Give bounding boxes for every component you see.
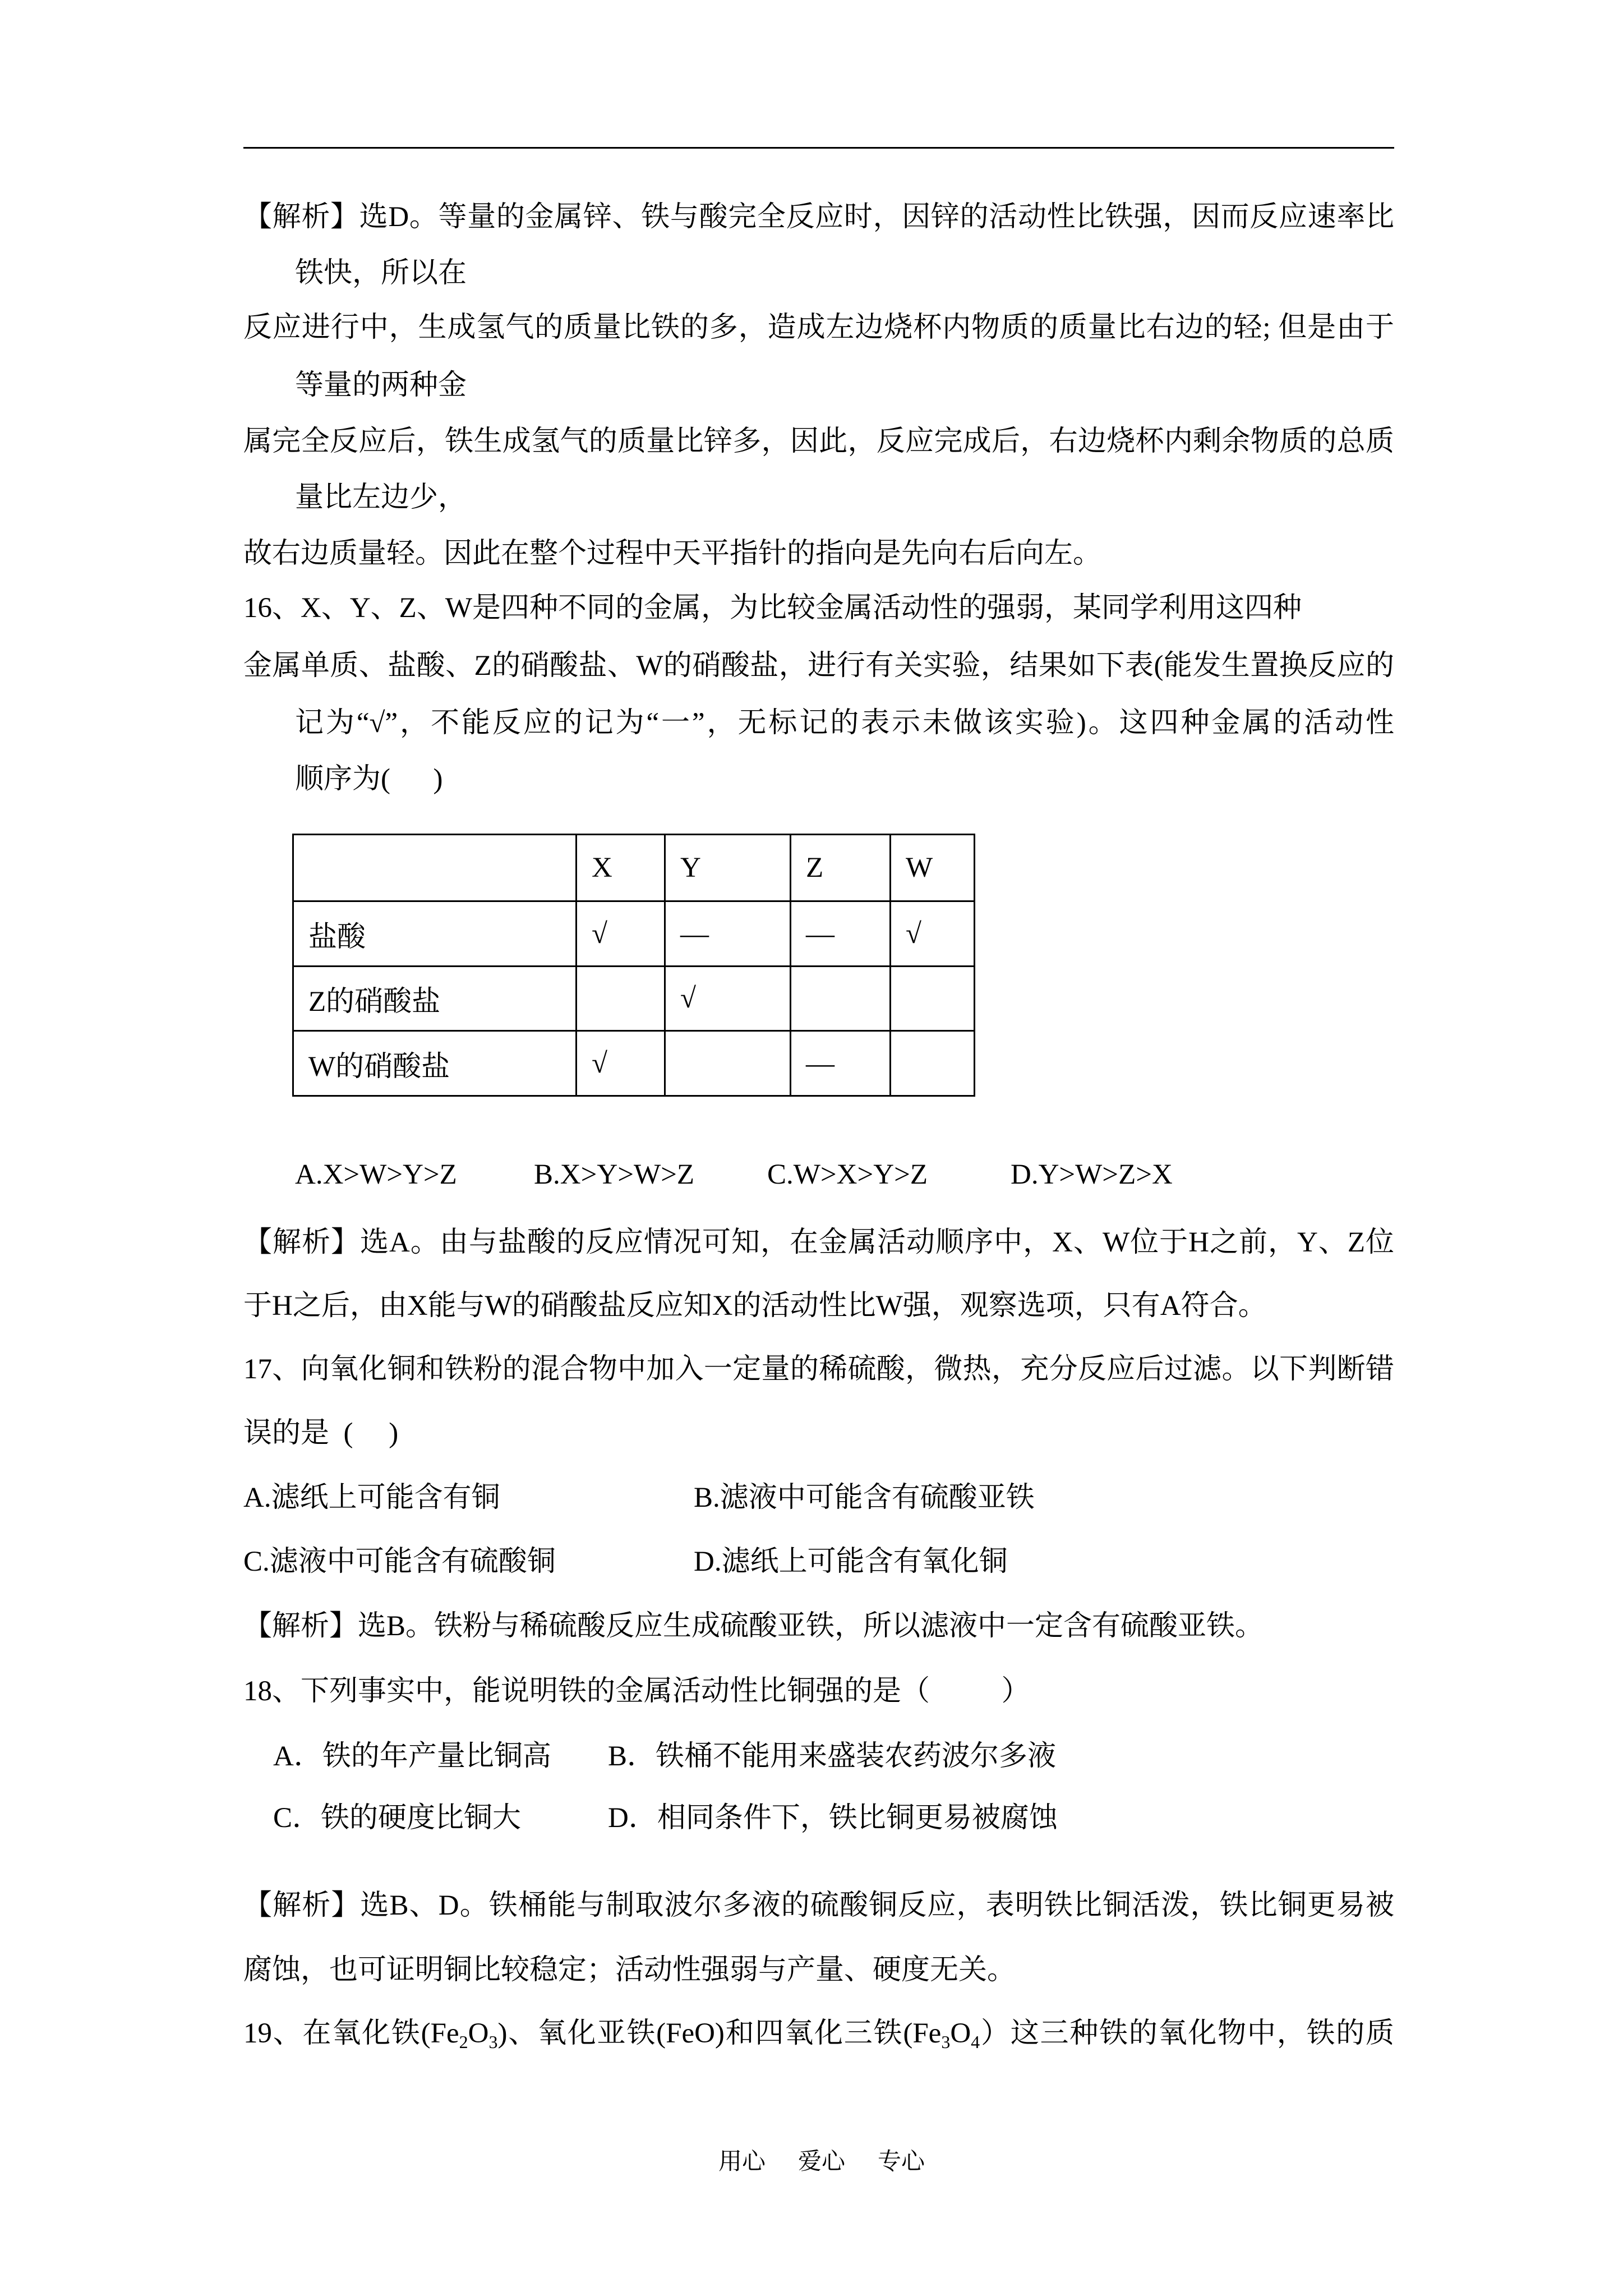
q15-analysis-line: 反应进行中，生成氢气的质量比铁的多，造成左边烧杯内物质的质量比右边的轻; 但是由于 xyxy=(243,312,1394,343)
formula-subscript: 3 xyxy=(488,2032,498,2052)
row-label: 盐酸 xyxy=(293,901,577,967)
q19-stem-text: O xyxy=(950,2018,971,2049)
result-cell: √ xyxy=(577,901,665,967)
row-label: Z的硝酸盐 xyxy=(293,967,577,1031)
q18-option-d: D．相同条件下，铁比铜更易被腐蚀 xyxy=(608,1802,1058,1834)
q16-option-d: D.Y>W>Z>X xyxy=(1011,1159,1173,1190)
q18-option-c: C．铁的硬度比铜大 xyxy=(273,1802,522,1834)
q15-analysis-line: 量比左边少， xyxy=(295,482,467,513)
result-cell: — xyxy=(791,1031,891,1096)
q19-stem-text: )、氧化亚铁(FeO)和四氧化三铁(Fe xyxy=(497,2018,942,2049)
q16-option-c: C.W>X>Y>Z xyxy=(767,1159,928,1190)
q15-analysis-line: 属完全反应后，铁生成氢气的质量比锌多，因此，反应完成后，右边烧杯内剩余物质的总质 xyxy=(243,426,1394,457)
q18-option-a: A．铁的年产量比铜高 xyxy=(273,1741,551,1772)
column-header: Y xyxy=(665,835,791,901)
q15-analysis-line: 等量的两种金 xyxy=(295,370,467,401)
q16-stem-line: 金属单质、盐酸、Z的硝酸盐、W的硝酸盐，进行有关实验，结果如下表(能发生置换反应的 xyxy=(243,650,1394,682)
q16-analysis-line: 于H之后，由X能与W的硝酸盐反应知X的活动性比W强，观察选项，只有A符合。 xyxy=(243,1290,1267,1322)
result-cell xyxy=(891,967,975,1031)
header-rule xyxy=(243,147,1394,149)
q19-stem-line xyxy=(243,2017,1394,2050)
result-cell: √ xyxy=(665,967,791,1031)
footer-text: 专心 xyxy=(878,2149,925,2175)
q17-option-d: D.滤纸上可能含有氧化铜 xyxy=(694,1546,1008,1577)
q16-stem-line: 记为“√”，不能反应的记为“一”，无标记的表示未做该实验)。这四种金属的活动性 xyxy=(295,707,1394,739)
result-cell: — xyxy=(665,901,791,967)
q15-analysis-line: 【解析】选D。等量的金属锌、铁与酸完全反应时，因锌的活动性比铁强，因而反应速率比 xyxy=(243,201,1394,233)
q18-analysis-line: 【解析】选B、D。铁桶能与制取波尔多液的硫酸铜反应，表明铁比铜活泼，铁比铜更易被 xyxy=(243,1890,1394,1921)
page-footer xyxy=(718,2148,925,2176)
table-row xyxy=(293,1031,975,1096)
table-corner-cell xyxy=(293,835,577,901)
q18-analysis-line: 腐蚀，也可证明铜比较稳定；活动性强弱与产量、硬度无关。 xyxy=(243,1954,1016,1986)
q17-stem-line: 17、向氧化铜和铁粉的混合物中加入一定量的稀硫酸，微热，充分反应后过滤。以下判断错 xyxy=(243,1354,1394,1385)
formula-subscript: 4 xyxy=(971,2032,980,2052)
table-header-row xyxy=(293,835,975,901)
q19-stem-text: 19、在氧化铁(Fe xyxy=(243,2018,459,2049)
q16-stem-line: 顺序为( ) xyxy=(295,763,443,795)
q16-stem-line: 16、X、Y、Z、W是四种不同的金属，为比较金属活动性的强弱，某同学利用这四种 xyxy=(243,592,1302,624)
q17-option-b: B.滤液中可能含有硫酸亚铁 xyxy=(694,1482,1035,1513)
q19-stem-text: O xyxy=(468,2018,489,2049)
table-row xyxy=(293,967,975,1031)
activity-results-table xyxy=(292,834,975,1097)
q15-analysis-line: 铁快，所以在 xyxy=(295,257,467,289)
q16-option-b: B.X>Y>W>Z xyxy=(534,1159,695,1190)
table-row xyxy=(293,901,975,967)
result-cell: — xyxy=(791,901,891,967)
q17-analysis-line: 【解析】选B。铁粉与稀硫酸反应生成硫酸亚铁，所以滤液中一定含有硫酸亚铁。 xyxy=(243,1611,1264,1642)
formula-subscript: 3 xyxy=(941,2032,951,2052)
result-cell xyxy=(665,1031,791,1096)
result-cell: √ xyxy=(891,901,975,967)
q16-option-a: A.X>W>Y>Z xyxy=(295,1159,457,1190)
column-header: Z xyxy=(791,835,891,901)
q15-analysis-line: 故右边质量轻。因此在整个过程中天平指针的指向是先向右后向左。 xyxy=(243,538,1102,569)
formula-subscript: 2 xyxy=(459,2032,468,2052)
q17-stem-line: 误的是 ( ) xyxy=(243,1418,399,1449)
footer-text: 爱心 xyxy=(798,2149,846,2175)
q16-analysis-line: 【解析】选A。由与盐酸的反应情况可知，在金属活动顺序中，X、W位于H之前，Y、Z位 xyxy=(243,1227,1394,1258)
q17-option-c: C.滤液中可能含有硫酸铜 xyxy=(243,1546,556,1577)
column-header: W xyxy=(891,835,975,901)
row-label: W的硝酸盐 xyxy=(293,1031,577,1096)
q18-option-b: B．铁桶不能用来盛装农药波尔多液 xyxy=(608,1741,1057,1772)
result-cell xyxy=(791,967,891,1031)
q18-stem-line: 18、下列事实中，能说明铁的金属活动性比铜强的是（ ） xyxy=(243,1676,1030,1707)
q19-stem-text: ）这三种铁的氧化物中，铁的质 xyxy=(980,2018,1395,2049)
result-cell xyxy=(891,1031,975,1096)
result-cell xyxy=(577,967,665,1031)
footer-text: 用心 xyxy=(718,2149,766,2175)
column-header: X xyxy=(577,835,665,901)
result-cell: √ xyxy=(577,1031,665,1096)
q17-option-a: A.滤纸上可能含有铜 xyxy=(243,1482,500,1513)
